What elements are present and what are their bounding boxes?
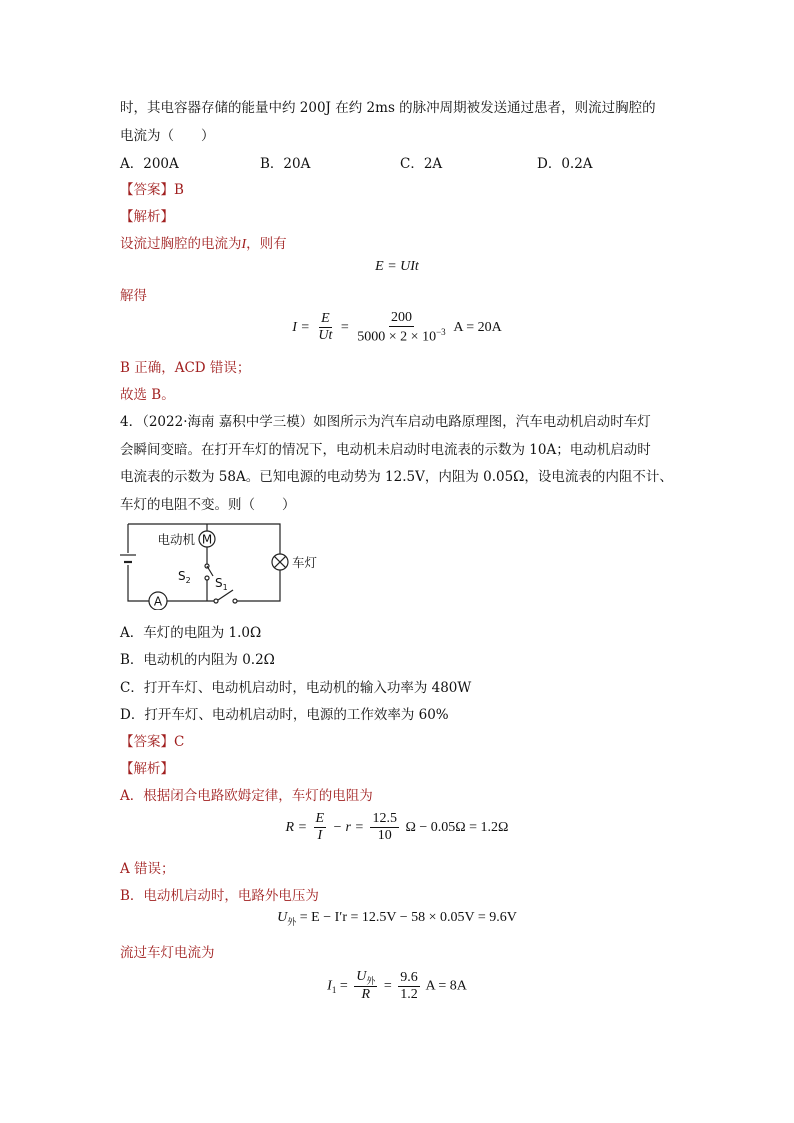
switch-s1-label bbox=[215, 576, 228, 592]
q4-equation-b bbox=[0, 910, 794, 928]
motor-symbol: M bbox=[201, 532, 213, 547]
q4-analysis-b: B．电动机启动时，电路外电压为 bbox=[120, 888, 319, 904]
q3-eq2-rhs: A = 20A bbox=[453, 320, 502, 336]
q4-eqA-den: I bbox=[317, 828, 323, 844]
q4-eqC-num-u: U bbox=[356, 969, 367, 984]
q4-eqC-fraction-2 bbox=[398, 970, 420, 1003]
q3-stem-line1: 时，其电容器存储的能量中约 200J 在约 2ms 的脉冲周期被发送通过患者，则流过胸腔的 bbox=[120, 100, 656, 116]
q4-eqC-num2: 9.6 bbox=[398, 970, 420, 987]
q3-eq2-frac2-num: 200 bbox=[389, 310, 414, 327]
switch-s2-sub: 2 bbox=[185, 576, 191, 585]
q4-eqA-mid: − r = bbox=[332, 819, 364, 835]
switch-s2-icon bbox=[205, 564, 213, 580]
q3-equation-1: E = UIt bbox=[375, 259, 419, 274]
q3-solve-label: 解得 bbox=[120, 288, 147, 304]
q3-step1-text: 设流过胸腔的电流为 bbox=[120, 236, 242, 252]
ammeter-symbol: A bbox=[153, 594, 163, 609]
q4-eqB-rest: = E − I′r = 12.5V − 58 × 0.05V = 9.6V bbox=[299, 910, 517, 925]
q3-eq2-frac2-den-exp: −3 bbox=[436, 327, 446, 338]
q3-equation-2 bbox=[0, 310, 794, 346]
q3-step1-end: ，则有 bbox=[246, 236, 287, 252]
q3-stem-line2: 电流为（ ） bbox=[120, 128, 215, 144]
q3-eq2-fraction-1 bbox=[316, 311, 334, 344]
q3-eq2-mid: = bbox=[340, 320, 349, 336]
q4-option-c: C．打开车灯、电动机启动时，电动机的输入功率为 480W bbox=[120, 680, 472, 696]
q4-analysis-a: A．根据闭合电路欧姆定律，车灯的电阻为 bbox=[120, 788, 373, 804]
battery-icon bbox=[120, 555, 136, 562]
lamp-icon bbox=[272, 554, 288, 570]
q4-eqA-num: E bbox=[314, 811, 327, 828]
q3-conclusion: B 正确，ACD 错误； bbox=[120, 360, 251, 376]
q3-option-c: C．2A bbox=[400, 156, 443, 172]
q3-answer: 【答案】B bbox=[120, 182, 184, 198]
q4-equation-c bbox=[0, 969, 794, 1003]
q4-eqC-num bbox=[354, 969, 377, 987]
q3-option-a: A．200A bbox=[120, 156, 179, 172]
q3-analysis-title: 【解析】 bbox=[120, 209, 174, 225]
lamp-label: 车灯 bbox=[292, 555, 318, 570]
q4-stem-line4: 车灯的电阻不变。则（ ） bbox=[120, 497, 296, 513]
q3-eq2-frac1-num: E bbox=[319, 311, 332, 328]
car-start-circuit-diagram bbox=[118, 518, 298, 610]
q4-eqC-rhs: A = 8A bbox=[425, 978, 467, 994]
q4-eqC-mid: = bbox=[383, 978, 392, 994]
q4-eqA-lhs: R = bbox=[285, 819, 308, 835]
q4-eqC-den: R bbox=[361, 987, 371, 1003]
q4-eqA-rhs: Ω − 0.05Ω = 1.2Ω bbox=[405, 819, 509, 835]
q4-eqC-num-sub: 外 bbox=[366, 975, 376, 986]
q4-equation-a bbox=[0, 811, 794, 844]
q4-lamp-current-label: 流过车灯电流为 bbox=[120, 945, 215, 961]
q3-option-b: B．20A bbox=[260, 156, 311, 172]
q4-eqB-u: U bbox=[277, 910, 288, 925]
switch-s2-letter: S bbox=[178, 569, 186, 583]
q4-eqC-eq: = bbox=[339, 978, 348, 994]
q3-step1 bbox=[120, 232, 287, 253]
q3-choice: 故选 B。 bbox=[120, 387, 175, 403]
q4-stem-line2: 会瞬间变暗。在打开车灯的情况下，电动机未启动时电流表的示数为 10A；电动机启动时 bbox=[120, 442, 651, 458]
q3-option-d: D．0.2A bbox=[537, 156, 593, 172]
q3-eq2-frac1-den: Ut bbox=[318, 328, 333, 344]
q4-eqC-i: I bbox=[327, 978, 332, 994]
q4-answer: 【答案】C bbox=[120, 734, 185, 750]
q3-eq2-fraction-2 bbox=[355, 310, 447, 346]
q4-eqC-fraction-1 bbox=[354, 969, 377, 1003]
switch-s1-letter: S bbox=[215, 576, 223, 590]
q4-analysis-title: 【解析】 bbox=[120, 761, 174, 777]
q3-eq2-frac2-den-a: 5000 × 2 × 10 bbox=[357, 329, 437, 345]
q4-eqC-den2: 1.2 bbox=[400, 986, 418, 1002]
q4-eqC-sub: 1 bbox=[331, 985, 337, 996]
wire-left-bottom bbox=[128, 565, 149, 601]
q4-stem-line1: 4．（2022·海南 嘉积中学三模）如图所示为汽车启动电路原理图，汽车电动机启动时车灯 bbox=[120, 414, 651, 430]
q4-a-wrong: A 错误； bbox=[120, 861, 175, 877]
switch-s2-label bbox=[178, 569, 191, 585]
q4-option-a: A．车灯的电阻为 1.0Ω bbox=[120, 625, 262, 641]
q4-eqA-fraction-2 bbox=[370, 811, 399, 844]
q3-eq2-lhs: I = bbox=[292, 320, 310, 336]
q4-eqA-num2: 12.5 bbox=[370, 811, 399, 828]
q3-eq2-frac2-den bbox=[355, 327, 447, 346]
q4-option-b: B．电动机的内阻为 0.2Ω bbox=[120, 652, 275, 668]
q4-option-d: D．打开车灯、电动机启动时，电源的工作效率为 60% bbox=[120, 707, 449, 723]
switch-s1-sub: 1 bbox=[222, 583, 228, 592]
q4-eqA-fraction-1 bbox=[314, 811, 327, 844]
q4-eqB-sub: 外 bbox=[287, 916, 297, 927]
q3-step1-var: I bbox=[241, 237, 247, 252]
motor-label: 电动机 bbox=[157, 532, 195, 547]
q4-eqA-den2: 10 bbox=[377, 828, 392, 844]
q4-stem-line3: 电流表的示数为 58A。已知电源的电动势为 12.5V，内阻为 0.05Ω，设电流表的内阻不计、 bbox=[120, 469, 673, 485]
